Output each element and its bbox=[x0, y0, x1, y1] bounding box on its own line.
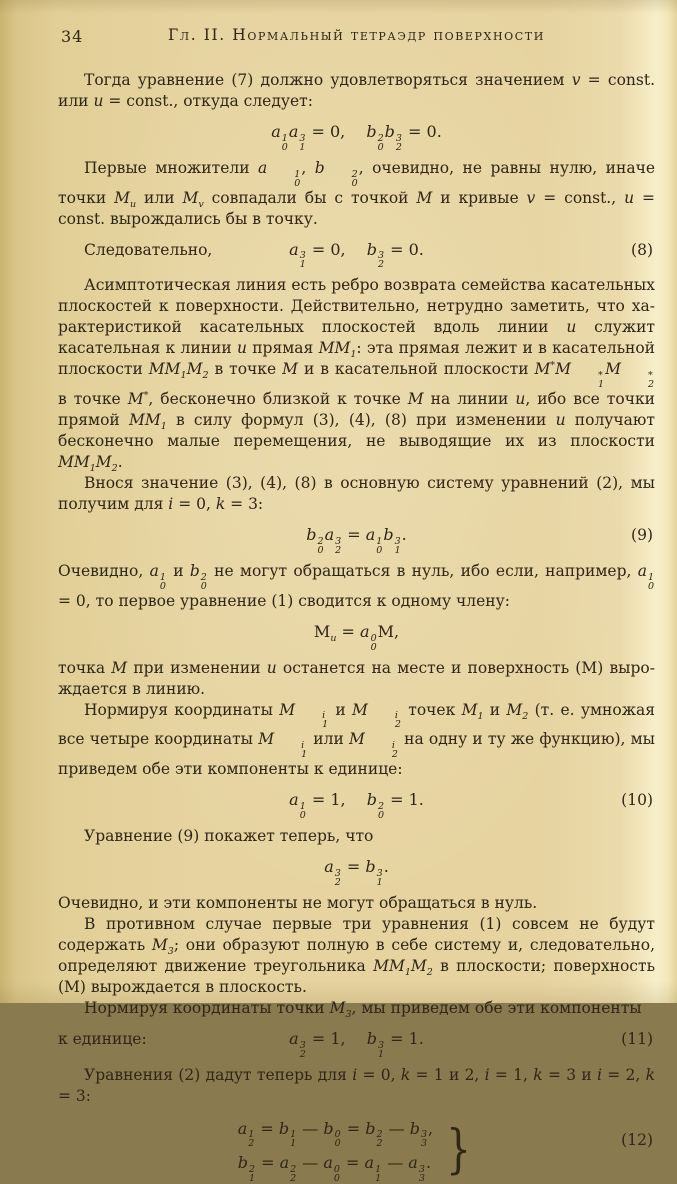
formula: a 3 2 = b 3 1 . bbox=[324, 856, 389, 888]
formula: a 1 0 a 3 1 = 0, b 2 0 b 3 2 = 0. bbox=[271, 122, 442, 153]
equation-system bbox=[238, 1117, 433, 1184]
equation-number: (9) bbox=[631, 526, 653, 545]
formula-line-2: b 2 1 = a 2 2 — a 0 0 = a 1 1 — a 3 3 . bbox=[237, 1153, 431, 1184]
running-title: Гл. II. Нормальный тетраэдр поверхности bbox=[168, 26, 545, 44]
paragraph: В противном случае первые три уравнения (1) совсем не будут содержать $M_3$; они образуют полную в себе систему и, следовательно, определяют движение треугольника $MM_1M_2$ в плоскости; поверхность (M) вырождается в плоскость. bbox=[58, 914, 656, 996]
formula: a 1 0 = 1, b 2 0 = 1. bbox=[289, 790, 424, 821]
formula: a 3 2 = 1, b 3 1 = 1. bbox=[289, 1028, 424, 1060]
equation-number: (12) bbox=[621, 1130, 653, 1149]
equation-12 bbox=[58, 1117, 655, 1184]
equation-number: (8) bbox=[631, 240, 653, 259]
system-brace: } bbox=[446, 1119, 472, 1180]
paragraph: Внося значение (3), (4), (8) в основную систему уравнений (2), мы получим для i = 0, k = 3: bbox=[58, 474, 655, 514]
paragraph: Первые множители a 1 0 , b 2 0 , очевидно, не равны нулю, иначе точки $M_u$ или $M_v$ совпадали бы с точкой M и кривые v = const., u = const. вырождались бы в точку. bbox=[58, 158, 656, 228]
formula: $M_u = a$ 0 0 M, bbox=[313, 621, 400, 653]
equation-9 bbox=[58, 522, 655, 555]
paragraph: Уравнения (2) дадут теперь для i = 0, k = 1 и 2, i = 1, k = 3 и i = 2, k = 3: bbox=[58, 1065, 656, 1105]
equation-10 bbox=[58, 787, 655, 820]
equation-lead-text: к единице: bbox=[58, 1029, 147, 1048]
formula: b 2 0 a 3 2 = a 1 0 b 3 1 . bbox=[306, 525, 407, 556]
formula-line-1: a 1 2 = b 1 1 — b 0 0 = b 2 2 — b 3 3 , bbox=[237, 1118, 434, 1150]
equation-number: (11) bbox=[621, 1029, 653, 1048]
equation-number: (10) bbox=[621, 791, 653, 810]
equation-unnumbered-m bbox=[58, 619, 655, 652]
formula: a 3 1 = 0, b 3 2 = 0. bbox=[289, 239, 424, 271]
equation-lead-text: Следовательно, bbox=[84, 240, 213, 259]
equation-unnumbered-a bbox=[58, 119, 655, 152]
paragraph: Асимптотическая линия есть ребро возврата семейства касательных плоскостей к поверхности. Действительно, нетрудно заметить, что характеристикой касательных плоскостей вдоль линии u служит касательная к линии u прямая $MM_1$: эта прямая лежит и в касательной плоскости $MM_1M_2$ в точке M и в касательной плоскости M*M * 1 M * 2 в точке M*, бесконечно близкой к точке M на линии u, ибо все точки прямой $MM_1$ в силу формул (3), (4), (8) при изменении u получают бесконечно малые перемещения, не выводящие их из плоскости $MM_1M_2$. bbox=[58, 276, 656, 475]
paragraph: точка M при изменении u останется на месте и поверхность (M) вырождается в линию. bbox=[58, 658, 656, 698]
paragraph: Нормируя координаты точки $M_3$, мы приведем обе эти компоненты bbox=[84, 998, 642, 1020]
paragraph: Нормируя координаты M i 1 и M i 2 точек $M_1$ и $M_2$ (т. е. умножая все четыре координаты M i 1 или M i 2 на одну и ту же функцию), мы приведем обе эти компоненты к единице: bbox=[58, 700, 656, 779]
equation-8 bbox=[58, 237, 655, 270]
equation-unnumbered-b bbox=[58, 854, 655, 887]
paragraph: Уравнение (9) покажет теперь, что bbox=[84, 826, 374, 845]
page-content bbox=[58, 26, 655, 1183]
page-header bbox=[58, 26, 655, 48]
page-number: 34 bbox=[61, 27, 84, 46]
paragraph: Очевидно, a 1 0 и b 2 0 не могут обращаться в нуль, ибо если, например, a 1 0 = 0, то первое уравнение (1) сводится к одному члену: bbox=[58, 561, 655, 610]
paragraph: Тогда уравнение (7) должно удовлетворяться значением v = const. или u = const., откуда следует: bbox=[58, 71, 655, 110]
paragraph: Очевидно, и эти компоненты не могут обращаться в нуль. bbox=[58, 893, 538, 912]
equation-11 bbox=[58, 1026, 655, 1059]
